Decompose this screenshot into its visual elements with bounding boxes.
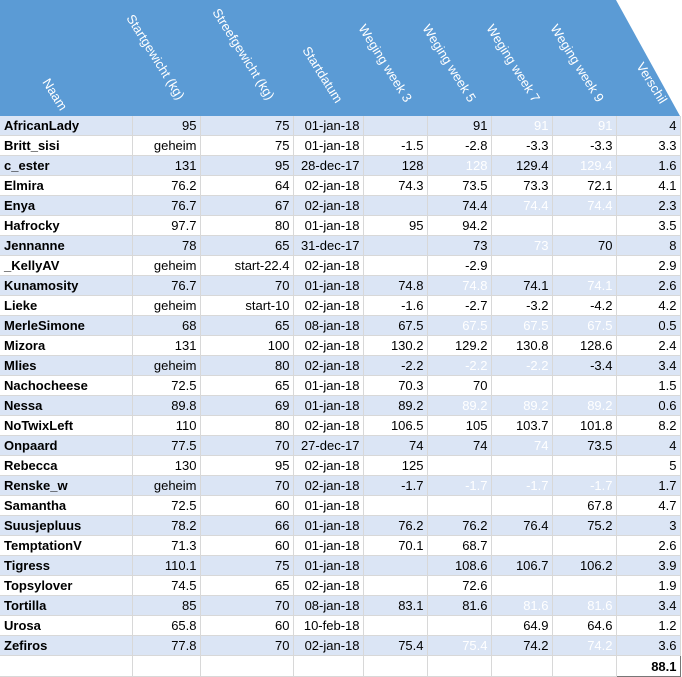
name-cell[interactable]: Nachocheese: [0, 376, 132, 396]
value-cell[interactable]: 69: [200, 396, 293, 416]
value-cell[interactable]: 3.9: [616, 556, 680, 576]
value-cell[interactable]: 8: [616, 236, 680, 256]
table-row: [0, 516, 680, 536]
value-cell[interactable]: 89.2: [427, 396, 491, 416]
value-cell[interactable]: 3.6: [616, 636, 680, 656]
header-startdatum: Startdatum: [299, 43, 346, 106]
value-cell[interactable]: -2.7: [427, 296, 491, 316]
value-cell[interactable]: 1.7: [616, 476, 680, 496]
value-cell[interactable]: 3: [616, 516, 680, 536]
value-cell[interactable]: 02-jan-18: [293, 636, 363, 656]
value-cell[interactable]: 64: [200, 176, 293, 196]
value-cell[interactable]: geheim: [132, 256, 200, 276]
header-weging-week-5: Weging week 5: [419, 21, 480, 105]
value-cell[interactable]: 68: [132, 316, 200, 336]
value-cell[interactable]: [427, 616, 491, 636]
value-cell[interactable]: 75: [200, 116, 293, 136]
value-cell[interactable]: 74: [363, 436, 427, 456]
value-cell[interactable]: geheim: [132, 136, 200, 156]
value-cell[interactable]: 70.3: [363, 376, 427, 396]
value-cell[interactable]: 01-jan-18: [293, 516, 363, 536]
table-row: [0, 216, 680, 236]
value-cell[interactable]: 01-jan-18: [293, 216, 363, 236]
name-cell[interactable]: Zefiros: [0, 636, 132, 656]
value-cell[interactable]: 76.7: [132, 196, 200, 216]
value-cell[interactable]: 95: [132, 116, 200, 136]
value-cell[interactable]: 3.5: [616, 216, 680, 236]
table-row: [0, 316, 680, 336]
value-cell[interactable]: 4.7: [616, 496, 680, 516]
name-cell[interactable]: Nessa: [0, 396, 132, 416]
value-cell[interactable]: 131: [132, 156, 200, 176]
value-cell[interactable]: -1.7: [363, 476, 427, 496]
value-cell[interactable]: 0.5: [616, 316, 680, 336]
value-cell[interactable]: 67.5: [363, 316, 427, 336]
value-cell[interactable]: 105: [427, 416, 491, 436]
value-cell[interactable]: 5: [616, 456, 680, 476]
value-cell[interactable]: 74.8: [363, 276, 427, 296]
value-cell[interactable]: [491, 376, 552, 396]
value-cell[interactable]: 80: [200, 216, 293, 236]
value-cell[interactable]: 97.7: [132, 216, 200, 236]
table-row: [0, 196, 680, 216]
value-cell[interactable]: 1.5: [616, 376, 680, 396]
value-cell[interactable]: 60: [200, 616, 293, 636]
value-cell[interactable]: 01-jan-18: [293, 116, 363, 136]
value-cell[interactable]: 80: [200, 416, 293, 436]
value-cell[interactable]: 89.2: [552, 396, 616, 416]
value-cell[interactable]: 125: [363, 456, 427, 476]
table-row: [0, 376, 680, 396]
value-cell[interactable]: 128.6: [552, 336, 616, 356]
value-cell[interactable]: [491, 456, 552, 476]
name-cell[interactable]: Urosa: [0, 616, 132, 636]
empty-cell[interactable]: [427, 656, 491, 677]
value-cell[interactable]: [363, 256, 427, 276]
value-cell[interactable]: 02-jan-18: [293, 196, 363, 216]
value-cell[interactable]: 76.7: [132, 276, 200, 296]
table-row: [0, 616, 680, 636]
value-cell[interactable]: 80: [200, 356, 293, 376]
value-cell[interactable]: 75.2: [552, 516, 616, 536]
value-cell[interactable]: 81.6: [427, 596, 491, 616]
value-cell[interactable]: -2.8: [427, 136, 491, 156]
value-cell[interactable]: 95: [363, 216, 427, 236]
value-cell[interactable]: 65: [200, 576, 293, 596]
name-cell[interactable]: Mizora: [0, 336, 132, 356]
value-cell[interactable]: 74.8: [427, 276, 491, 296]
value-cell[interactable]: 70: [200, 596, 293, 616]
value-cell[interactable]: 75.4: [363, 636, 427, 656]
value-cell[interactable]: 131: [132, 336, 200, 356]
value-cell[interactable]: 28-dec-17: [293, 156, 363, 176]
header-streefgewicht: Streefgewicht (kg): [209, 5, 278, 103]
empty-cell[interactable]: [363, 656, 427, 677]
value-cell[interactable]: 02-jan-18: [293, 356, 363, 376]
table-row: [0, 596, 680, 616]
table-row: [0, 416, 680, 436]
value-cell[interactable]: -3.4: [552, 356, 616, 376]
value-cell[interactable]: 70: [427, 376, 491, 396]
value-cell[interactable]: [552, 376, 616, 396]
table-row: [0, 456, 680, 476]
value-cell[interactable]: 67.5: [552, 316, 616, 336]
value-cell[interactable]: 83.1: [363, 596, 427, 616]
value-cell[interactable]: [552, 456, 616, 476]
value-cell[interactable]: 70: [552, 236, 616, 256]
header-startgewicht: Startgewicht (kg): [123, 11, 188, 103]
value-cell[interactable]: 106.7: [491, 556, 552, 576]
value-cell[interactable]: 67.5: [427, 316, 491, 336]
value-cell[interactable]: 75.4: [427, 636, 491, 656]
value-cell[interactable]: [363, 196, 427, 216]
name-cell[interactable]: Kunamosity: [0, 276, 132, 296]
value-cell[interactable]: 74.1: [491, 276, 552, 296]
value-cell[interactable]: 75: [200, 556, 293, 576]
empty-cell[interactable]: [200, 656, 293, 677]
value-cell[interactable]: 72.5: [132, 496, 200, 516]
value-cell[interactable]: 72.6: [427, 576, 491, 596]
table-row: [0, 336, 680, 356]
value-cell[interactable]: 76.2: [132, 176, 200, 196]
value-cell[interactable]: 2.9: [616, 256, 680, 276]
value-cell[interactable]: [552, 536, 616, 556]
value-cell[interactable]: 74.2: [552, 636, 616, 656]
value-cell[interactable]: 3.3: [616, 136, 680, 156]
value-cell[interactable]: 73.5: [427, 176, 491, 196]
value-cell[interactable]: 81.6: [491, 596, 552, 616]
value-cell[interactable]: 02-jan-18: [293, 296, 363, 316]
value-cell[interactable]: 08-jan-18: [293, 316, 363, 336]
table-row: [0, 476, 680, 496]
value-cell[interactable]: [491, 536, 552, 556]
value-cell[interactable]: 100: [200, 336, 293, 356]
name-cell[interactable]: MerleSimone: [0, 316, 132, 336]
name-cell[interactable]: Tigress: [0, 556, 132, 576]
value-cell[interactable]: 02-jan-18: [293, 416, 363, 436]
value-cell[interactable]: -4.2: [552, 296, 616, 316]
value-cell[interactable]: 74.2: [491, 636, 552, 656]
table-row: [0, 636, 680, 656]
value-cell[interactable]: 76.4: [491, 516, 552, 536]
value-cell[interactable]: 70: [200, 476, 293, 496]
value-cell[interactable]: 01-jan-18: [293, 136, 363, 156]
value-cell[interactable]: 129.4: [552, 156, 616, 176]
name-cell[interactable]: Topsylover: [0, 576, 132, 596]
value-cell[interactable]: 73.3: [491, 176, 552, 196]
value-cell[interactable]: 94.2: [427, 216, 491, 236]
value-cell[interactable]: -1.7: [552, 476, 616, 496]
value-cell[interactable]: 106.2: [552, 556, 616, 576]
name-cell[interactable]: _KellyAV: [0, 256, 132, 276]
value-cell[interactable]: -3.2: [491, 296, 552, 316]
name-cell[interactable]: Mlies: [0, 356, 132, 376]
name-cell[interactable]: Jennanne: [0, 236, 132, 256]
value-cell[interactable]: [552, 256, 616, 276]
value-cell[interactable]: -2.9: [427, 256, 491, 276]
value-cell[interactable]: 74: [427, 436, 491, 456]
value-cell[interactable]: 110: [132, 416, 200, 436]
value-cell[interactable]: [491, 216, 552, 236]
data-table: [0, 116, 681, 677]
value-cell[interactable]: 106.5: [363, 416, 427, 436]
value-cell[interactable]: 74.1: [552, 276, 616, 296]
value-cell[interactable]: 3.4: [616, 596, 680, 616]
header-verschil: Verschil: [633, 59, 671, 107]
value-cell[interactable]: 4.2: [616, 296, 680, 316]
value-cell[interactable]: 89.2: [491, 396, 552, 416]
name-cell[interactable]: Onpaard: [0, 436, 132, 456]
value-cell[interactable]: 76.2: [363, 516, 427, 536]
value-cell[interactable]: -2.2: [363, 356, 427, 376]
value-cell[interactable]: 1.2: [616, 616, 680, 636]
value-cell[interactable]: [552, 216, 616, 236]
value-cell[interactable]: 01-jan-18: [293, 496, 363, 516]
value-cell[interactable]: geheim: [132, 476, 200, 496]
name-cell[interactable]: Enya: [0, 196, 132, 216]
value-cell[interactable]: [363, 496, 427, 516]
value-cell[interactable]: 2.6: [616, 536, 680, 556]
value-cell[interactable]: geheim: [132, 356, 200, 376]
value-cell[interactable]: 01-jan-18: [293, 276, 363, 296]
value-cell[interactable]: 77.8: [132, 636, 200, 656]
header-weging-week-9: Weging week 9: [547, 21, 608, 105]
table-row: [0, 116, 680, 136]
value-cell[interactable]: 4: [616, 116, 680, 136]
value-cell[interactable]: 70: [200, 436, 293, 456]
value-cell[interactable]: -2.2: [427, 356, 491, 376]
value-cell[interactable]: 89.2: [363, 396, 427, 416]
empty-cell[interactable]: [491, 656, 552, 677]
name-cell[interactable]: Samantha: [0, 496, 132, 516]
value-cell[interactable]: 2.6: [616, 276, 680, 296]
value-cell[interactable]: 73: [491, 236, 552, 256]
value-cell[interactable]: 74: [491, 436, 552, 456]
name-cell[interactable]: Lieke: [0, 296, 132, 316]
value-cell[interactable]: 2.3: [616, 196, 680, 216]
value-cell[interactable]: 70: [200, 636, 293, 656]
value-cell[interactable]: 81.6: [552, 596, 616, 616]
value-cell[interactable]: -1.6: [363, 296, 427, 316]
table-row: [0, 276, 680, 296]
value-cell[interactable]: 130.2: [363, 336, 427, 356]
header-weging-week-3: Weging week 3: [355, 21, 416, 105]
table-row: [0, 256, 680, 276]
value-cell[interactable]: 8.2: [616, 416, 680, 436]
value-cell[interactable]: 1.6: [616, 156, 680, 176]
table-row: [0, 556, 680, 576]
value-cell[interactable]: 60: [200, 496, 293, 516]
name-cell[interactable]: Suusjepluus: [0, 516, 132, 536]
total-value[interactable]: 88.1: [616, 656, 680, 677]
value-cell[interactable]: 74.4: [491, 196, 552, 216]
value-cell[interactable]: start-22.4: [200, 256, 293, 276]
value-cell[interactable]: 129.4: [491, 156, 552, 176]
value-cell[interactable]: -3.3: [552, 136, 616, 156]
value-cell[interactable]: 70.1: [363, 536, 427, 556]
value-cell[interactable]: 108.6: [427, 556, 491, 576]
value-cell[interactable]: 27-dec-17: [293, 436, 363, 456]
value-cell[interactable]: 73.5: [552, 436, 616, 456]
value-cell[interactable]: 64.9: [491, 616, 552, 636]
value-cell[interactable]: [363, 556, 427, 576]
value-cell[interactable]: 65: [200, 376, 293, 396]
value-cell[interactable]: 60: [200, 536, 293, 556]
value-cell[interactable]: -1.5: [363, 136, 427, 156]
value-cell[interactable]: 78: [132, 236, 200, 256]
value-cell[interactable]: 73: [427, 236, 491, 256]
name-cell[interactable]: Tortilla: [0, 596, 132, 616]
value-cell[interactable]: 89.8: [132, 396, 200, 416]
table-row: [0, 236, 680, 256]
value-cell[interactable]: 02-jan-18: [293, 176, 363, 196]
table-row: [0, 296, 680, 316]
value-cell[interactable]: [427, 456, 491, 476]
value-cell[interactable]: 01-jan-18: [293, 556, 363, 576]
value-cell[interactable]: 67.8: [552, 496, 616, 516]
value-cell[interactable]: 31-dec-17: [293, 236, 363, 256]
value-cell[interactable]: 67.5: [491, 316, 552, 336]
value-cell[interactable]: 1.9: [616, 576, 680, 596]
value-cell[interactable]: [491, 576, 552, 596]
total-row: [0, 656, 680, 677]
name-cell[interactable]: Renske_w: [0, 476, 132, 496]
name-cell[interactable]: Elmira: [0, 176, 132, 196]
value-cell[interactable]: 65: [200, 236, 293, 256]
value-cell[interactable]: 91: [427, 116, 491, 136]
value-cell[interactable]: [427, 496, 491, 516]
value-cell[interactable]: 02-jan-18: [293, 336, 363, 356]
table-row: [0, 396, 680, 416]
value-cell[interactable]: 95: [200, 156, 293, 176]
value-cell[interactable]: 77.5: [132, 436, 200, 456]
value-cell[interactable]: 110.1: [132, 556, 200, 576]
value-cell[interactable]: [363, 616, 427, 636]
table-row: [0, 136, 680, 156]
value-cell[interactable]: 72.5: [132, 376, 200, 396]
value-cell[interactable]: geheim: [132, 296, 200, 316]
value-cell[interactable]: 78.2: [132, 516, 200, 536]
value-cell[interactable]: [363, 236, 427, 256]
value-cell[interactable]: 02-jan-18: [293, 256, 363, 276]
name-cell[interactable]: Rebecca: [0, 456, 132, 476]
value-cell[interactable]: 74.3: [363, 176, 427, 196]
value-cell[interactable]: 65: [200, 316, 293, 336]
value-cell[interactable]: 66: [200, 516, 293, 536]
value-cell[interactable]: 74.4: [427, 196, 491, 216]
value-cell[interactable]: [552, 576, 616, 596]
value-cell[interactable]: 91: [552, 116, 616, 136]
value-cell[interactable]: 130: [132, 456, 200, 476]
value-cell[interactable]: 128: [363, 156, 427, 176]
value-cell[interactable]: 01-jan-18: [293, 376, 363, 396]
value-cell[interactable]: 4: [616, 436, 680, 456]
value-cell[interactable]: [363, 576, 427, 596]
table-row: [0, 156, 680, 176]
value-cell[interactable]: 01-jan-18: [293, 396, 363, 416]
value-cell[interactable]: 76.2: [427, 516, 491, 536]
value-cell[interactable]: 85: [132, 596, 200, 616]
value-cell[interactable]: 65.8: [132, 616, 200, 636]
table-row: [0, 576, 680, 596]
empty-cell[interactable]: [552, 656, 616, 677]
value-cell[interactable]: 10-feb-18: [293, 616, 363, 636]
name-cell[interactable]: NoTwixLeft: [0, 416, 132, 436]
value-cell[interactable]: 129.2: [427, 336, 491, 356]
empty-cell[interactable]: [0, 656, 132, 677]
value-cell[interactable]: 0.6: [616, 396, 680, 416]
name-cell[interactable]: Hafrocky: [0, 216, 132, 236]
value-cell[interactable]: 3.4: [616, 356, 680, 376]
name-cell[interactable]: AfricanLady: [0, 116, 132, 136]
value-cell[interactable]: [491, 256, 552, 276]
name-cell[interactable]: TemptationV: [0, 536, 132, 556]
name-cell[interactable]: c_ester: [0, 156, 132, 176]
value-cell[interactable]: [491, 496, 552, 516]
value-cell[interactable]: -3.3: [491, 136, 552, 156]
value-cell[interactable]: 02-jan-18: [293, 576, 363, 596]
value-cell[interactable]: 130.8: [491, 336, 552, 356]
value-cell[interactable]: -1.7: [491, 476, 552, 496]
value-cell[interactable]: 67: [200, 196, 293, 216]
value-cell[interactable]: [363, 116, 427, 136]
value-cell[interactable]: 02-jan-18: [293, 456, 363, 476]
value-cell[interactable]: 95: [200, 456, 293, 476]
value-cell[interactable]: 71.3: [132, 536, 200, 556]
header-naam: Naam: [39, 75, 71, 114]
table-row: [0, 356, 680, 376]
table-row: [0, 496, 680, 516]
value-cell[interactable]: 74.5: [132, 576, 200, 596]
value-cell[interactable]: 74.4: [552, 196, 616, 216]
value-cell[interactable]: 2.4: [616, 336, 680, 356]
value-cell[interactable]: start-10: [200, 296, 293, 316]
table-row: [0, 536, 680, 556]
empty-cell[interactable]: [293, 656, 363, 677]
value-cell[interactable]: 4.1: [616, 176, 680, 196]
value-cell[interactable]: 68.7: [427, 536, 491, 556]
header-weging-week-7: Weging week 7: [483, 21, 544, 105]
empty-cell[interactable]: [132, 656, 200, 677]
value-cell[interactable]: 70: [200, 276, 293, 296]
value-cell[interactable]: 08-jan-18: [293, 596, 363, 616]
table-row: [0, 436, 680, 456]
value-cell[interactable]: 128: [427, 156, 491, 176]
value-cell[interactable]: 02-jan-18: [293, 476, 363, 496]
value-cell[interactable]: 91: [491, 116, 552, 136]
value-cell[interactable]: 01-jan-18: [293, 536, 363, 556]
header-row: [0, 0, 682, 117]
value-cell[interactable]: 101.8: [552, 416, 616, 436]
value-cell[interactable]: -1.7: [427, 476, 491, 496]
value-cell[interactable]: 103.7: [491, 416, 552, 436]
name-cell[interactable]: Britt_sisi: [0, 136, 132, 156]
value-cell[interactable]: 75: [200, 136, 293, 156]
value-cell[interactable]: 72.1: [552, 176, 616, 196]
value-cell[interactable]: 64.6: [552, 616, 616, 636]
value-cell[interactable]: -2.2: [491, 356, 552, 376]
table-row: [0, 176, 680, 196]
